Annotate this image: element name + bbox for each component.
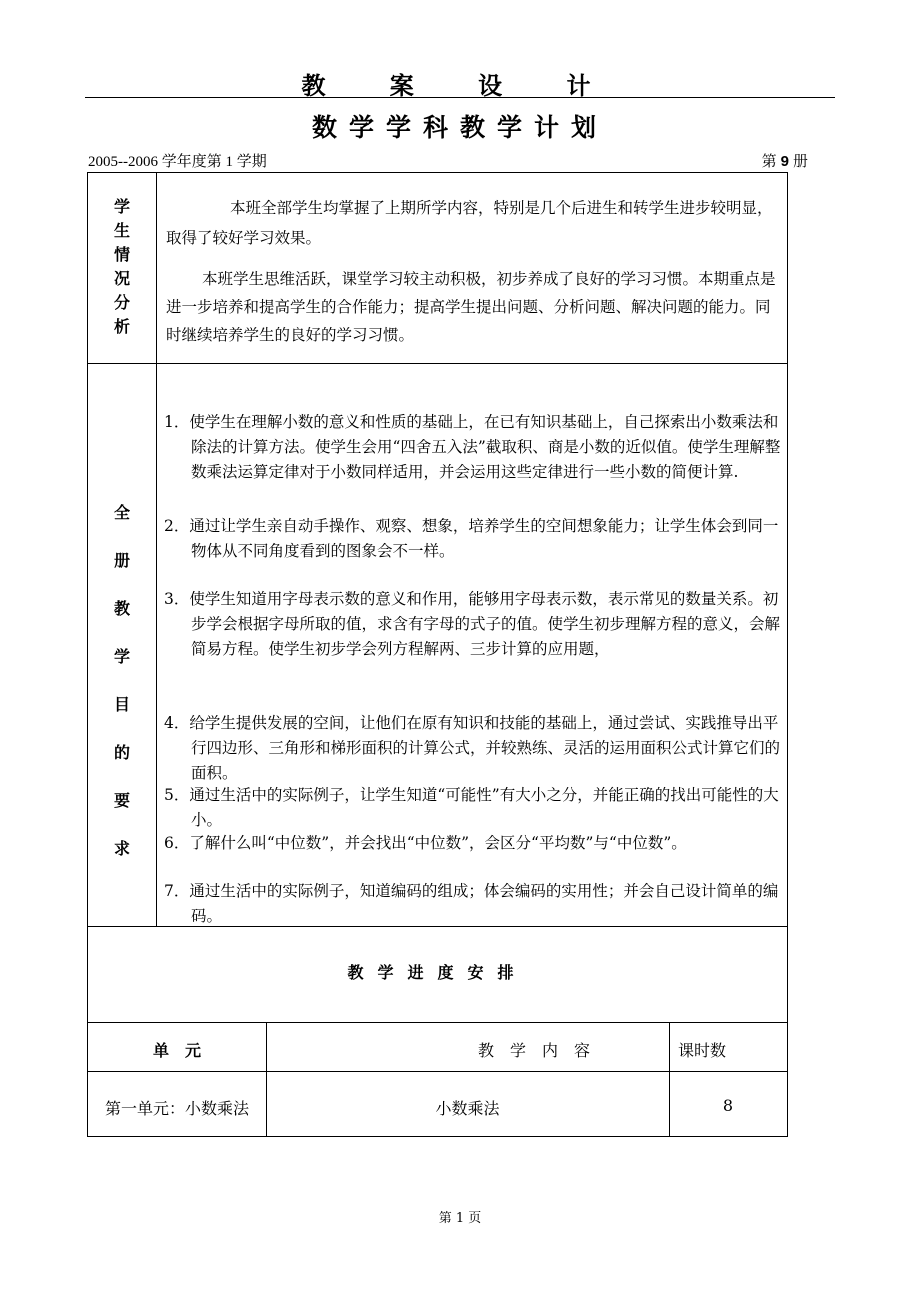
column-header-content: 教 学 内 容 bbox=[478, 1041, 591, 1060]
col-divider bbox=[669, 1022, 670, 1137]
col-divider bbox=[266, 1022, 267, 1137]
document-title: 数学学科教学计划 bbox=[311, 113, 608, 142]
row-divider bbox=[88, 1071, 787, 1072]
goal-item: 2．通过让学生亲自动手操作、观察、想象，培养学生的空间想象能力；让学生体会到同一物体从不同角度看到的图象会不一样。 bbox=[164, 517, 779, 560]
header-title: 教 案 设 计 bbox=[301, 72, 619, 100]
goal-item: 1．使学生在理解小数的意义和性质的基础上，在已有知识基础上，自己探索出小数乘法和除法的计算方法。使学生会用“四舍五入法”截取积、商是小数的近似值。使学生理解整数乘法运算定律对于小数同样适用，并会运用这些定律进行一些小数的简便计算. bbox=[164, 413, 781, 481]
col-divider bbox=[156, 173, 157, 926]
goals-label: 全 册 教 学 目 的 要 求 bbox=[113, 503, 130, 858]
goal-item: 7．通过生活中的实际例子，知道编码的组成；体会编码的实用性；并会自己设计简单的编码。 bbox=[164, 882, 779, 925]
goal-item: 6．了解什么叫“中位数”，并会找出“中位数”，会区分“平均数”与“中位数”。 bbox=[164, 834, 687, 852]
schedule-title: 教学进度安排 bbox=[347, 963, 528, 982]
volume-label: 第 9 册 bbox=[761, 153, 808, 170]
table-cell-unit: 第一单元：小数乘法 bbox=[104, 1099, 249, 1118]
goal-item: 5．通过生活中的实际例子，让学生知道“可能性”有大小之分，并能正确的找出可能性的大小。 bbox=[164, 786, 779, 829]
plan-table bbox=[87, 172, 788, 1137]
table-cell-content: 小数乘法 bbox=[435, 1099, 500, 1118]
goal-item: 3．使学生知道用字母表示数的意义和作用，能够用字母表示数，表示常见的数量关系。初步学会根据字母所取的值，求含有字母的式子的值。使学生初步理解方程的意义，会解简易方程。使学生初步学会列方程解两、三步计算的应用题， bbox=[164, 590, 781, 658]
analysis-paragraph-2: 本班学生思维活跃，课堂学习较主动积极，初步养成了良好的学习习惯。本期重点是进一步培养和提高学生的合作能力；提高学生提出问题、分析问题、解决问题的能力。同时继续培养学生的良好的学习习惯。 bbox=[166, 270, 776, 344]
analysis-paragraph-1: 本班全部学生均掌握了上期所学内容，特别是几个后进生和转学生进步较明显，取得了较好学习效果。 bbox=[166, 199, 773, 247]
header-rule bbox=[85, 97, 835, 98]
term-label: 2005--2006 学年度第 1 学期 bbox=[88, 154, 267, 170]
column-header-unit: 单 元 bbox=[152, 1041, 201, 1060]
column-header-hours: 课时数 bbox=[678, 1041, 727, 1060]
row-divider bbox=[88, 363, 787, 364]
student-analysis-label: 学 生 情 况 分 析 bbox=[113, 197, 130, 336]
goal-item: 4．给学生提供发展的空间，让他们在原有知识和技能的基础上，通过尝试、实践推导出平行四边形、三角形和梯形面积的计算公式，并较熟练、灵活的运用面积公式计算它们的面积。 bbox=[164, 714, 781, 782]
page-footer: 第 1 页 bbox=[438, 1211, 482, 1226]
table-cell-hours: 8 bbox=[722, 1096, 734, 1115]
row-divider bbox=[88, 1022, 787, 1023]
volume-number: 9 bbox=[780, 153, 789, 170]
